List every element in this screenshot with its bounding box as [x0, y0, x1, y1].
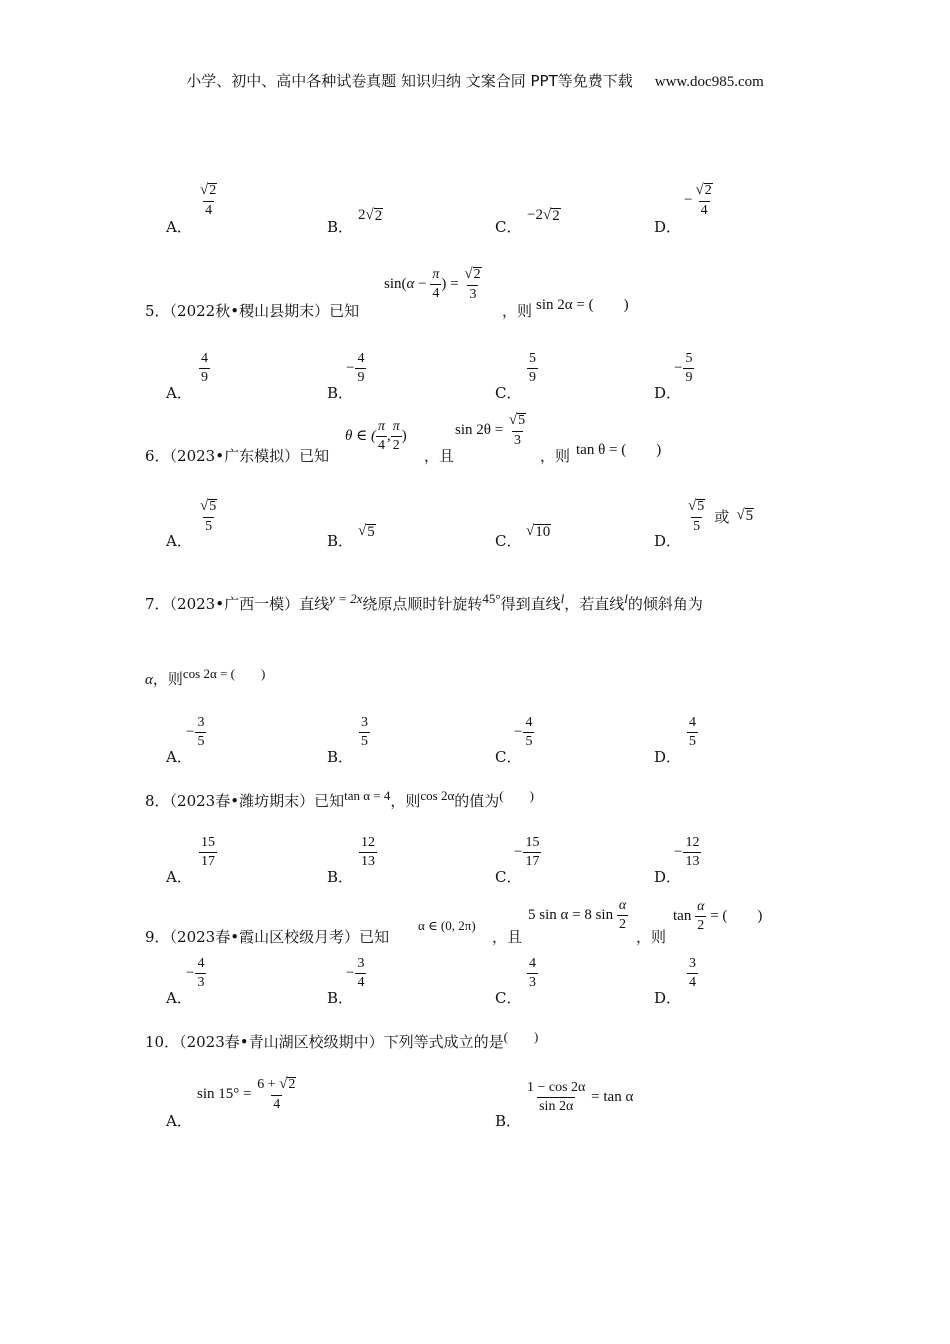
- q7-option-d: $\frac{4}{5}$: [689, 715, 696, 749]
- q6-option-d: √ 5 5 或 √ 5: [688, 498, 754, 534]
- q10-option-a: sin 15° = 6 + √ 2 4: [197, 1076, 296, 1112]
- q6-option-d-label: D．: [654, 532, 682, 550]
- q6-option-c-label: C．: [495, 532, 522, 550]
- q5-then: ，则: [502, 302, 533, 320]
- q9-option-c-label: C．: [495, 989, 522, 1007]
- q8-stem: 8．（2023春•潍坊期末）已知$^{tan \alpha = 4}$，则$^{cos 2\alpha}$的值为( ): [145, 788, 534, 810]
- q6-option-a: √ 5 5: [200, 498, 217, 534]
- q10-stem: 10．（2023春•青山湖区校级期中）下列等式成立的是( ): [145, 1029, 539, 1051]
- q5-stem: 5．（2022秋•稷山县期末）已知: [145, 302, 360, 320]
- q5-option-d-label: D．: [654, 384, 682, 402]
- header-url: www.doc985.com: [654, 74, 764, 90]
- q9-option-d: $\frac{3}{4}$: [689, 956, 696, 990]
- q8-option-d: − $\frac{12}{13}$: [674, 835, 700, 869]
- q9-option-d-label: D．: [654, 989, 682, 1007]
- q5-option-c-label: C．: [495, 384, 522, 402]
- q5-option-c: $\frac{5}{9}$: [529, 351, 536, 385]
- q4-option-b: 2 √ 2: [358, 207, 383, 224]
- q9-alpha-interval: α ∈ (0, 2π): [418, 918, 476, 933]
- q8-option-b: $\frac{12}{13}$: [361, 835, 375, 869]
- q9-stem: 9．（2023春•霞山区校级月考）已知: [145, 928, 390, 946]
- q4-option-b-label: B．: [327, 218, 354, 236]
- q9-option-b: − $\frac{3}{4}$: [346, 956, 365, 990]
- q7-option-d-label: D．: [654, 748, 682, 766]
- q5-option-a-label: A．: [166, 384, 192, 402]
- q9-option-a-label: A．: [166, 989, 192, 1007]
- q4-option-a: √ 2 4: [200, 182, 217, 218]
- q9-given-equation: 5 sin α = 8 sin $\frac{\alpha}{2}$: [528, 898, 627, 932]
- q4-option-c-label: C．: [495, 218, 522, 236]
- q10-option-a-label: A．: [166, 1112, 192, 1130]
- q6-theta-interval: θ ∈ ( $\frac{\pi}{4}$ , $\frac{\pi}{2}$ ): [345, 419, 407, 453]
- q6-stem: 6．（2023•广东模拟）已知: [145, 447, 330, 465]
- q4-option-d: − √ 2 4: [684, 182, 712, 218]
- q4-option-d-label: D．: [654, 218, 682, 236]
- q9-then: ，则: [636, 928, 667, 946]
- q7-option-b: $\frac{3}{5}$: [361, 715, 368, 749]
- q7-option-a: − $\frac{3}{5}$: [186, 715, 205, 749]
- q8-option-a-label: A．: [166, 868, 192, 886]
- q7-option-a-label: A．: [166, 748, 192, 766]
- q6-and: ，且: [424, 447, 455, 465]
- q6-then: ，则: [540, 447, 571, 465]
- q8-option-c: − $\frac{15}{17}$: [514, 835, 540, 869]
- q4-option-a-label: A．: [166, 218, 192, 236]
- q6-option-a-label: A．: [166, 532, 192, 550]
- q7-option-c-label: C．: [495, 748, 522, 766]
- q10-option-b: $\frac{1 - \cos 2\alpha}{\sin 2\alpha}$ = tan α: [527, 1080, 634, 1114]
- q6-option-b: √ 5: [358, 523, 375, 540]
- header-text: 小学、初中、高中各种试卷真题 知识归纳 文案合同 PPT等免费下载: [186, 72, 633, 90]
- q6-option-b-label: B．: [327, 532, 354, 550]
- q5-option-b: − $\frac{4}{9}$: [346, 351, 365, 385]
- q6-target: tan θ = ( ): [576, 442, 662, 458]
- q9-target: tan $\frac{\alpha}{2}$ = ( ): [673, 899, 763, 933]
- q7-stem: 7．（2023•广西一模）直线$^{y = 2x}$绕原点顺时针旋转$^{45^\circ}$得到直线$^l$，若直线$^l$的倾斜角为: [145, 591, 703, 613]
- q7-option-c: − $\frac{4}{5}$: [514, 715, 533, 749]
- q8-option-c-label: C．: [495, 868, 522, 886]
- q5-target: sin 2α = ( ): [536, 297, 629, 313]
- q8-option-d-label: D．: [654, 868, 682, 886]
- q7-option-b-label: B．: [327, 748, 354, 766]
- q10-option-b-label: B．: [495, 1112, 522, 1130]
- q8-option-b-label: B．: [327, 868, 354, 886]
- q5-given-equation: sin(α − $\frac{\pi}{4}$ ) = √ 2 3: [384, 266, 481, 302]
- q8-option-a: $\frac{15}{17}$: [201, 835, 215, 869]
- q4-option-c: −2 √ 2: [527, 207, 560, 224]
- q6-given-equation: sin 2θ = √ 5 3: [455, 412, 526, 448]
- q5-option-b-label: B．: [327, 384, 354, 402]
- q6-option-c: √ 10: [526, 523, 551, 540]
- q9-option-b-label: B．: [327, 989, 354, 1007]
- q7-stem-line2: α，则$^{cos 2\alpha = ( )}$: [145, 666, 266, 688]
- q9-option-a: − $\frac{4}{3}$: [186, 956, 205, 990]
- page-header: [0, 70, 950, 91]
- q9-option-c: $\frac{4}{3}$: [529, 956, 536, 990]
- q9-and: ，且: [492, 928, 523, 946]
- q5-option-d: − $\frac{5}{9}$: [674, 351, 693, 385]
- q5-option-a: $\frac{4}{9}$: [201, 351, 208, 385]
